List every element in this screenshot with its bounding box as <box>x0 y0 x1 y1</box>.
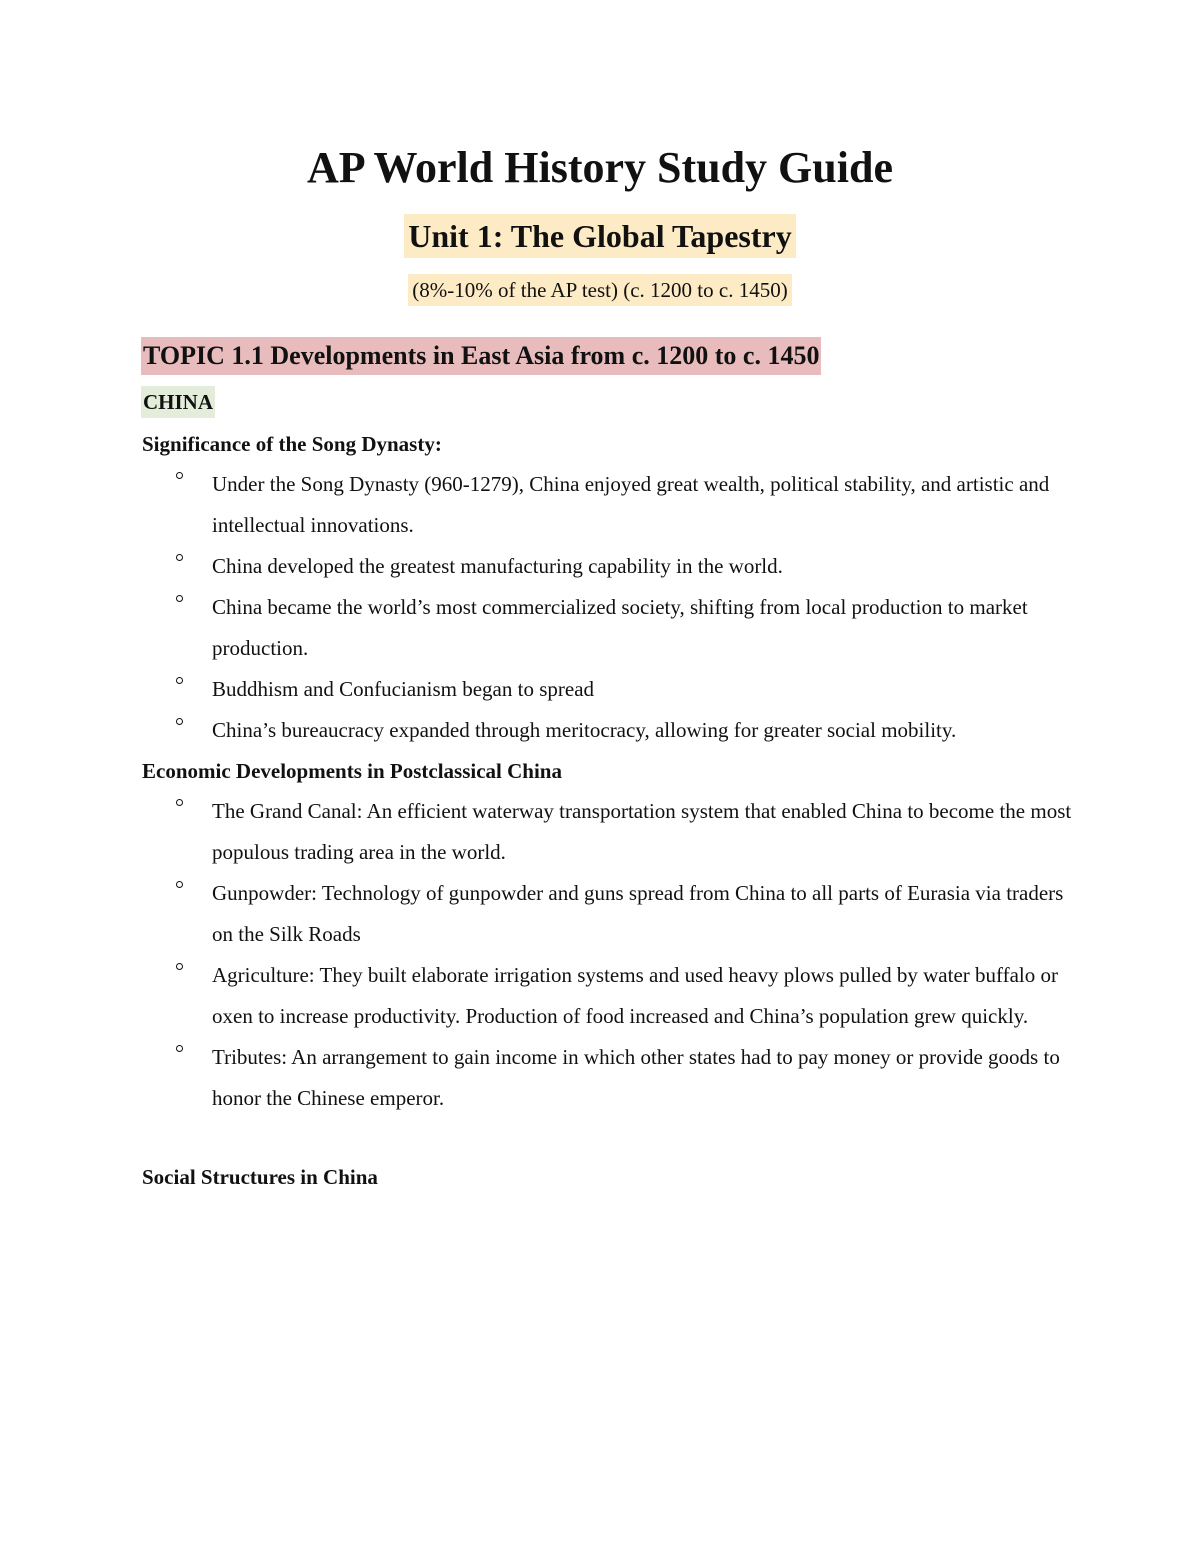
list-item <box>142 791 1082 873</box>
list-item-text: China developed the greatest manufacturing capability in the world. <box>212 554 783 578</box>
hollow-circle-bullet-icon <box>176 554 183 561</box>
document-title: AP World History Study Guide <box>307 143 893 192</box>
hollow-circle-bullet-icon <box>176 595 183 602</box>
list-item-text: Under the Song Dynasty (960-1279), China enjoyed great wealth, political stability, and artistic and intellectual innovations. <box>212 472 1050 537</box>
region-heading: CHINA <box>141 386 215 418</box>
unit-title: Unit 1: The Global Tapestry <box>404 214 795 258</box>
list-item <box>142 955 1082 1037</box>
hollow-circle-bullet-icon <box>176 963 183 970</box>
list-item <box>142 546 1082 587</box>
unit-title-line <box>0 214 1200 258</box>
economic-developments-list <box>142 791 1082 1119</box>
hollow-circle-bullet-icon <box>176 472 183 479</box>
list-item-text: China’s bureaucracy expanded through meritocracy, allowing for greater social mobility. <box>212 718 957 742</box>
list-item-text: The Grand Canal: An efficient waterway transportation system that enabled China to become the most populous trading area in the world. <box>212 799 1072 864</box>
list-item-text: Tributes: An arrangement to gain income in which other states had to pay money or provide goods to honor the Chinese emperor. <box>212 1045 1060 1110</box>
unit-subtitle: (8%-10% of the AP test) (c. 1200 to c. 1450) <box>408 274 791 306</box>
hollow-circle-bullet-icon <box>176 677 183 684</box>
section-heading-song-dynasty: Significance of the Song Dynasty: <box>142 432 442 456</box>
unit-subtitle-line <box>0 274 1200 306</box>
hollow-circle-bullet-icon <box>176 881 183 888</box>
hollow-circle-bullet-icon <box>176 799 183 806</box>
section-heading-economic-developments: Economic Developments in Postclassical China <box>142 759 562 783</box>
list-item <box>142 710 1082 751</box>
section-heading-social-structures: Social Structures in China <box>142 1165 378 1189</box>
list-item <box>142 464 1082 546</box>
hollow-circle-bullet-icon <box>176 718 183 725</box>
list-item <box>142 587 1082 669</box>
list-item <box>142 669 1082 710</box>
song-dynasty-list <box>142 464 1082 751</box>
hollow-circle-bullet-icon <box>176 1045 183 1052</box>
list-item-text: China became the world’s most commercialized society, shifting from local production to market production. <box>212 595 1028 660</box>
list-item <box>142 873 1082 955</box>
list-item <box>142 1037 1082 1119</box>
topic-heading: TOPIC 1.1 Developments in East Asia from c. 1200 to c. 1450 <box>141 337 821 375</box>
list-item-text: Gunpowder: Technology of gunpowder and guns spread from China to all parts of Eurasia via traders on the Silk Roads <box>212 881 1064 946</box>
list-item-text: Buddhism and Confucianism began to spread <box>212 677 595 701</box>
list-item-text: Agriculture: They built elaborate irrigation systems and used heavy plows pulled by water buffalo or oxen to increase productivity. Production of food increased and China’s population grew quickly. <box>212 963 1059 1028</box>
